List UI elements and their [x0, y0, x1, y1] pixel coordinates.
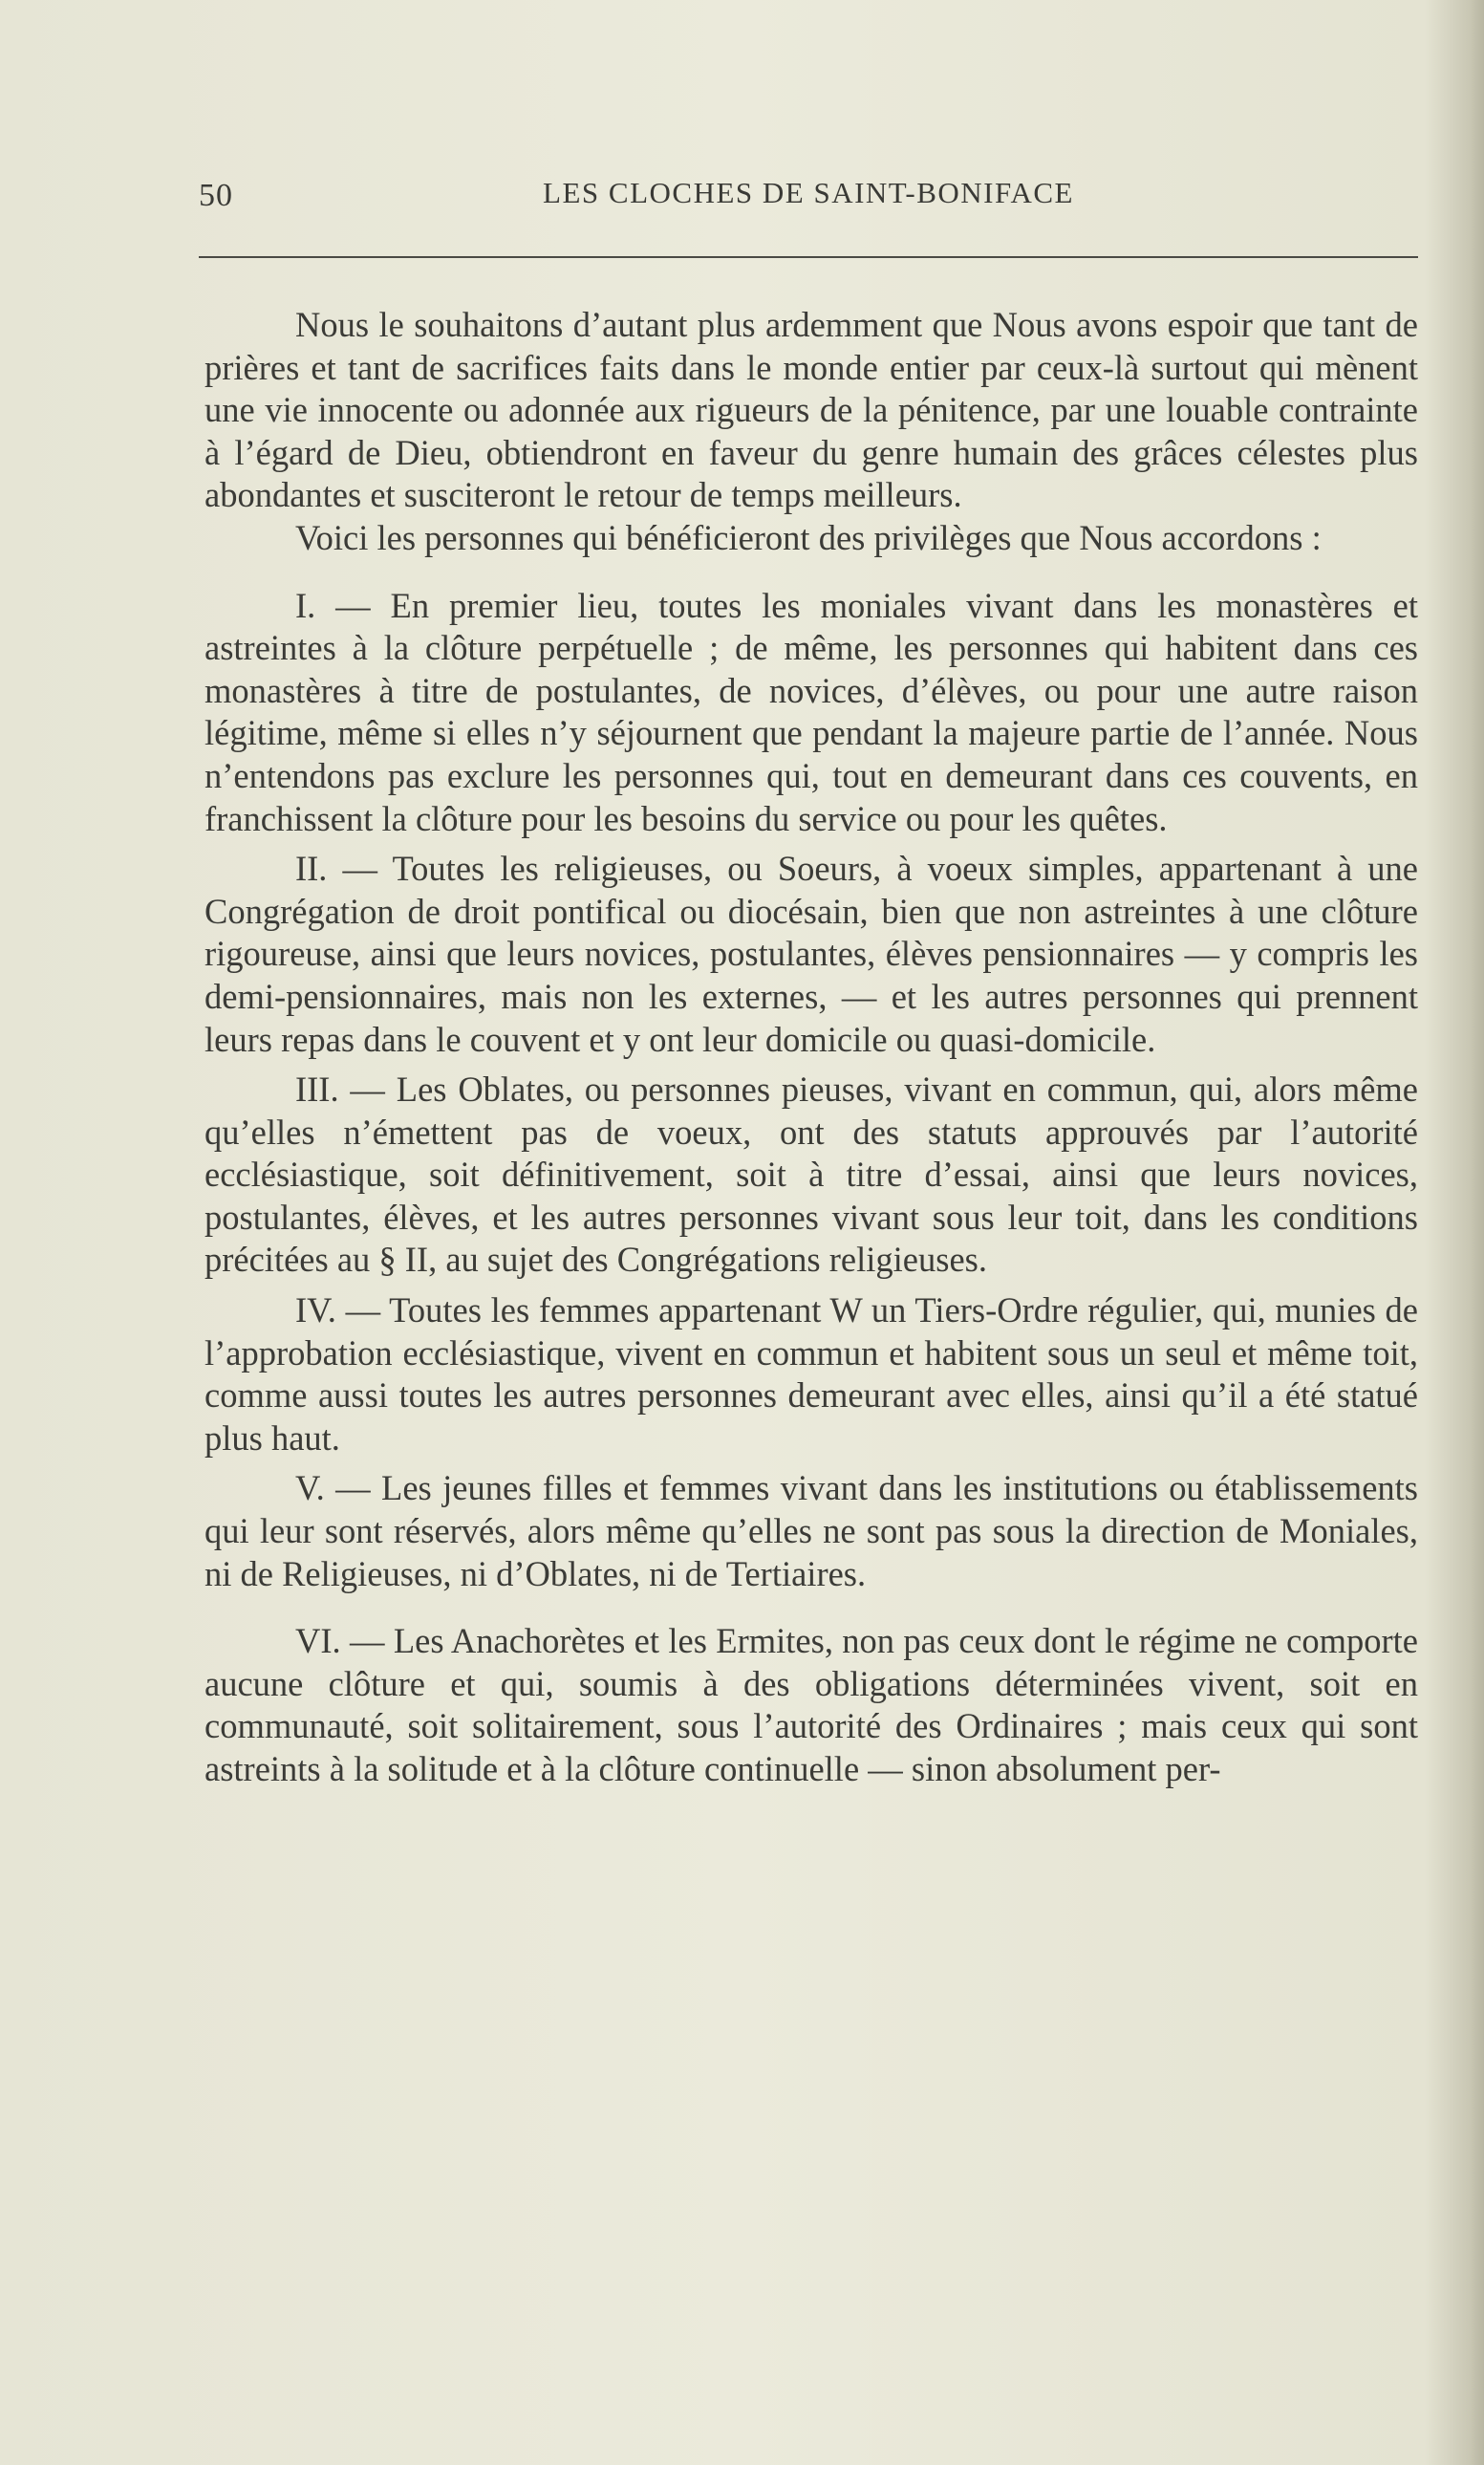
paragraph-section-iv: IV. — Toutes les femmes appartenant W un Tiers-Ordre régulier, qui, munies de l’approbation ecclésiastique, vivent en commun et habitent sous un seul et même toit, comme aussi toutes les autres personnes demeurant avec elles, ainsi qu’il a été statué plus haut. [204, 1290, 1418, 1458]
paragraph-intro: Nous le souhaitons d’autant plus ardemment que Nous avons espoir que tant de prières et tant de sacrifices faits dans le monde entier par ceux-là surtout qui mènent une vie innocente ou adonnée aux rigueurs de la pénitence, par une louable contrainte à l’égard de Dieu, obtiendront en faveur du genre humain des grâces célestes plus abondantes et susciteront le retour de temps meilleurs. [204, 305, 1418, 515]
paragraph-section-vi: VI. — Les Anachorètes et les Ermites, non pas ceux dont le régime ne comporte aucune clôture et qui, soumis à des obligations déterminées vivent, soit en communauté, soit solitairement, sous l’autorité des Ordinaires ; mais ceux qui sont astreints à la solitude et à la clôture continuelle — sinon absolument per- [204, 1621, 1418, 1788]
paragraph-section-i: I. — En premier lieu, toutes les moniales vivant dans les monastères et astreintes à la clôture perpétuelle ; de même, les personnes qui habitent dans ces monastères à titre de postulantes, de novices, d’élèves, ou pour une autre raison légitime, même si elles n’y séjournent que pendant la majeure partie de l’année. Nous n’entendons pas exclure les personnes qui, tout en demeurant dans ces couvents, en franchissent la clôture pour les besoins du service ou pour les quêtes. [204, 585, 1418, 838]
paragraph-section-v: V. — Les jeunes filles et femmes vivant dans les institutions ou établissements qui leur sont réservés, alors même qu’elles ne sont pas sous la direction de Moniales, ni de Religieuses, ni d’Oblates, ni de Tertiaires. [204, 1468, 1418, 1593]
page-number: 50 [199, 178, 233, 213]
paragraph-beneficiaries: Voici les personnes qui bénéficieront des privilèges que Nous accordons : [295, 517, 1322, 557]
header-rule [199, 256, 1418, 258]
page-header [199, 168, 1418, 226]
paragraph-section-iii: III. — Les Oblates, ou personnes pieuses, vivant en commun, qui, alors même qu’elles n’émettent pas de voeux, ont des statuts approuvés par l’autorité ecclésiastique, soit définitivement, soit à titre d’essai, ainsi que leurs novices, postulantes, élèves, et les autres personnes vivant sous leur toit, dans les conditions précitées au § II, au sujet des Congrégations religieuses. [204, 1070, 1418, 1280]
paragraph-section-ii: II. — Toutes les religieuses, ou Soeurs, à voeux simples, appartenant à une Congrégation de droit pontifical ou diocésain, bien que non astreintes à une clôture rigoureuse, ainsi que leurs novices, postulantes, élèves pensionnaires — y compris les demi-pensionnaires, mais non les externes, — et les autres personnes qui prennent leurs repas dans le couvent et y ont leur domicile ou quasi-domicile. [204, 849, 1418, 1059]
running-title: LES CLOCHES DE SAINT-BONIFACE [543, 176, 1074, 209]
body-text [204, 304, 1418, 1791]
